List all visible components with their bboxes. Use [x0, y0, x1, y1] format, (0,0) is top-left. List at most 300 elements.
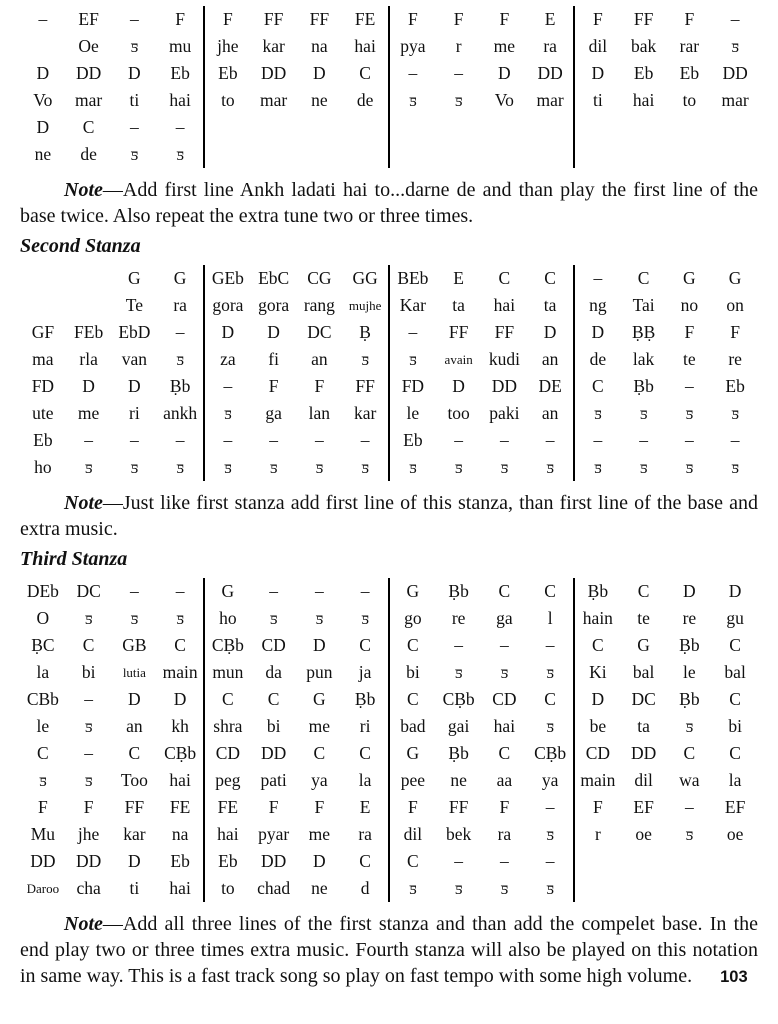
notation-cell: –	[545, 851, 555, 871]
notation-cell: Ḅb	[633, 376, 654, 396]
notation-cell: ƽ	[84, 457, 93, 477]
notation-cell: pati	[260, 770, 287, 790]
notation-cell: chad	[257, 878, 291, 898]
notation-cell: ḄḄ	[631, 322, 656, 342]
notation-cell: Ḅb	[448, 581, 469, 601]
notation-cell: ƽ	[176, 349, 184, 369]
notation-cell: me	[77, 403, 100, 423]
notation-cell: G	[406, 581, 420, 601]
notation-cell: –	[730, 430, 740, 450]
note-label: Note	[64, 492, 103, 514]
notation-cell: Vo	[33, 90, 53, 110]
notation-cell: ga	[496, 608, 513, 628]
notation-cell: dil	[588, 36, 608, 56]
notation-measure-group	[573, 6, 758, 168]
notation-cell: FF	[263, 9, 284, 29]
notation-cell: ti	[593, 90, 603, 110]
notation-cell: –	[408, 322, 418, 342]
notation-cell: ƽ	[38, 770, 47, 790]
notation-cell: bek	[445, 824, 472, 844]
notation-cell: gora	[258, 295, 290, 315]
notation-cell: –	[500, 635, 509, 655]
notation-cell: an	[311, 349, 328, 369]
notation-cell: de	[356, 90, 374, 110]
notation-cell: ƽ	[546, 824, 554, 844]
notation-cell: D	[82, 376, 95, 396]
notation-cell: an	[541, 349, 559, 369]
notation-cell: C	[82, 635, 95, 655]
notation-cell: Eb	[403, 430, 423, 450]
notation-cell: C	[637, 268, 650, 288]
notation-cell: bal	[632, 662, 655, 682]
notation-cell: G	[173, 268, 187, 288]
notation-cell: ƽ	[685, 824, 694, 844]
notation-cell: –	[360, 581, 370, 601]
notation-cell: F	[684, 9, 695, 29]
notation-cell: d	[360, 878, 370, 898]
notation-cell: hai	[169, 770, 191, 790]
notation-cell: ti	[129, 878, 140, 898]
notation-cell: Eb	[170, 851, 190, 871]
notation-cell: –	[84, 743, 93, 763]
notation-cell: Ḅb	[169, 376, 191, 396]
notation-cell: C	[37, 743, 49, 763]
notation-cell: pya	[400, 36, 426, 56]
notation-cell: ra	[358, 824, 372, 844]
notation-measure-group	[573, 265, 758, 481]
notation-cell: van	[121, 349, 148, 369]
notation-cell: hai	[169, 878, 191, 898]
notation-cell: ta	[452, 295, 465, 315]
third-stanza-table	[20, 578, 758, 902]
notation-cell: G	[313, 689, 326, 709]
notation-cell: EbD	[118, 322, 151, 342]
notation-cell: –	[454, 851, 463, 871]
notation-cell: C	[729, 635, 741, 655]
notation-cell: paki	[489, 403, 520, 423]
notation-cell: DD	[722, 63, 748, 83]
notation-cell: be	[589, 716, 607, 736]
notation-cell: Ḅb	[354, 689, 376, 709]
notation-cell: C	[544, 581, 556, 601]
notation-cell: FE	[354, 9, 376, 29]
notation-cell: me	[308, 824, 331, 844]
notation-cell: to	[221, 878, 235, 898]
notation-cell: DEb	[26, 581, 59, 601]
notation-cell: F	[268, 376, 279, 396]
first-stanza-table	[20, 6, 758, 168]
notation-cell: Eb	[679, 63, 700, 83]
notation-cell: ƽ	[408, 878, 417, 898]
notation-cell: on	[726, 295, 744, 315]
notation-cell: mu	[168, 36, 192, 56]
notation-cell: F	[684, 322, 695, 342]
notation-measure-group	[20, 578, 203, 902]
notation-cell: FF	[633, 9, 654, 29]
notation-cell: ankh	[163, 403, 198, 423]
notation-cell: ƽ	[315, 457, 324, 477]
notation-cell: CD	[215, 743, 241, 763]
notation-cell: pyar	[258, 824, 290, 844]
notation-cell: l	[547, 608, 553, 628]
notation-cell: –	[315, 581, 324, 601]
notation-cell: DC	[631, 689, 656, 709]
notation-cell: ti	[129, 90, 140, 110]
notation-cell: ƽ	[408, 90, 417, 110]
notation-cell: –	[175, 430, 185, 450]
notation-cell: mar	[75, 90, 103, 110]
notation-cell: ƽ	[176, 608, 184, 628]
notation-cell: CḄb	[442, 689, 475, 709]
notation-cell: D	[36, 117, 50, 137]
notation-cell: CD	[261, 635, 286, 655]
notation-cell: lutia	[122, 665, 146, 680]
notation-cell: te	[637, 608, 650, 628]
notation-cell: ƽ	[685, 457, 694, 477]
notation-cell: Ki	[589, 662, 607, 682]
notation-cell: Too	[120, 770, 148, 790]
notation-measure-group	[20, 6, 203, 168]
notation-cell: mun	[212, 662, 244, 682]
notation-cell: GB	[122, 635, 147, 655]
notation-cell: ƽ	[315, 608, 324, 628]
notation-cell: D	[452, 376, 465, 396]
notation-cell: Eb	[170, 63, 190, 83]
notation-cell: –	[454, 430, 463, 450]
notation-cell: GG	[352, 268, 378, 288]
notation-cell: FE	[169, 797, 191, 817]
notation-cell: DD	[30, 851, 56, 871]
notation-cell: –	[500, 430, 509, 450]
notation-cell: FF	[124, 797, 145, 817]
notation-cell: –	[593, 268, 603, 288]
notation-cell: dil	[634, 770, 653, 790]
notation-cell: ƽ	[593, 457, 602, 477]
note-label: Note	[64, 179, 103, 201]
notation-cell: da	[265, 662, 282, 682]
notation-cell: le	[406, 403, 420, 423]
notation-cell: na	[171, 824, 189, 844]
notation-cell: –	[685, 376, 694, 396]
notation-cell: an	[541, 403, 559, 423]
notation-cell: ƽ	[639, 457, 648, 477]
notation-cell: kudi	[488, 349, 520, 369]
notation-cell: me	[493, 36, 516, 56]
notation-cell: FE	[217, 797, 239, 817]
notation-cell: Kar	[399, 295, 426, 315]
notation-cell: bal	[724, 662, 746, 682]
notation-cell: C	[174, 635, 186, 655]
notation-cell: hai	[217, 824, 239, 844]
notation-measure-group	[388, 6, 573, 168]
notation-cell: hai	[493, 295, 516, 315]
notation-cell: ƽ	[454, 90, 463, 110]
notation-cell: F	[223, 9, 233, 29]
notation-cell: –	[454, 635, 463, 655]
notation-cell: C	[359, 635, 371, 655]
notation-cell: ƽ	[269, 608, 278, 628]
notation-cell: D	[683, 581, 696, 601]
note-first-stanza	[20, 177, 758, 229]
notation-cell: re	[682, 608, 697, 628]
notation-cell: DC	[307, 322, 332, 342]
notation-cell: hai	[169, 90, 191, 110]
notation-cell: C	[544, 689, 556, 709]
notation-cell: ta	[543, 295, 557, 315]
notation-cell: D	[313, 63, 326, 83]
notation-cell: oe	[635, 824, 652, 844]
notation-cell: ta	[637, 716, 650, 736]
notation-cell: EF	[724, 797, 746, 817]
notation-cell: aa	[496, 770, 513, 790]
notation-cell: DD	[491, 376, 518, 396]
notation-cell: kh	[171, 716, 189, 736]
notation-cell: ƽ	[546, 878, 554, 898]
notation-cell: ƽ	[361, 608, 369, 628]
notation-cell: EbC	[258, 268, 290, 288]
notation-cell: –	[175, 322, 185, 342]
notation-cell: ƽ	[223, 457, 232, 477]
notation-cell: F	[499, 797, 510, 817]
notation-cell: ne	[311, 878, 328, 898]
notation-measure-group	[203, 265, 388, 481]
notation-cell: main	[162, 662, 198, 682]
notation-cell: ƽ	[176, 144, 184, 164]
notation-cell: main	[580, 770, 616, 790]
note-text: —Add first line Ankh ladati hai to...darne de and than play the first line of the base twice. Also repeat the extra tune two or three times.	[20, 179, 758, 227]
notation-cell: C	[729, 689, 741, 709]
notation-cell: ƽ	[731, 403, 739, 423]
notation-cell: hai	[354, 36, 376, 56]
notation-cell: rla	[79, 349, 98, 369]
notation-cell: ƽ	[500, 878, 509, 898]
notation-cell: ga	[265, 403, 282, 423]
notation-cell: le	[683, 662, 696, 682]
notation-cell: C	[498, 581, 511, 601]
notation-cell: Ḅb	[448, 743, 469, 763]
notation-cell: rar	[679, 36, 700, 56]
notation-cell: ƽ	[130, 36, 139, 56]
notation-cell: C	[592, 376, 604, 396]
notation-cell: Ḅb	[587, 581, 609, 601]
notation-cell: CḄb	[164, 743, 197, 763]
note-text: —Just like first stanza add first line of this stanza, than first line of the base and extra music.	[20, 492, 758, 540]
notation-measure-group	[203, 578, 388, 902]
notation-cell: O	[36, 608, 50, 628]
notation-cell: Eb	[725, 376, 745, 396]
notation-cell: FD	[31, 376, 55, 396]
notation-cell: D	[591, 322, 605, 342]
notation-cell: FF	[494, 322, 515, 342]
notation-cell: FF	[355, 376, 375, 396]
notation-cell: hain	[582, 608, 613, 628]
notation-cell: GEb	[211, 268, 244, 288]
notation-cell: mar	[260, 90, 288, 110]
notation-cell: C	[267, 689, 280, 709]
notation-cell: G	[683, 268, 696, 288]
notation-cell: –	[454, 63, 463, 83]
notation-cell: C	[359, 743, 371, 763]
notation-cell: –	[84, 689, 93, 709]
notation-cell: C	[729, 743, 741, 763]
notation-measure-group	[388, 265, 573, 481]
notation-cell: ƽ	[731, 36, 739, 56]
notation-cell: ƽ	[454, 457, 463, 477]
notation-cell: ƽ	[593, 403, 602, 423]
notation-cell: D	[36, 63, 50, 83]
notation-cell: DD	[537, 63, 563, 83]
page-number: 103	[720, 968, 748, 986]
notation-cell: CG	[307, 268, 332, 288]
notation-cell: F	[593, 9, 603, 29]
notation-cell: ƽ	[546, 662, 554, 682]
notation-cell: –	[545, 797, 555, 817]
notation-cell: G	[728, 268, 742, 288]
notation-cell: dil	[403, 824, 423, 844]
notation-cell: D	[591, 689, 605, 709]
notation-cell: BEb	[397, 268, 429, 288]
second-stanza-table	[20, 265, 758, 481]
notation-measure-group	[20, 265, 203, 481]
notation-cell: D	[498, 63, 511, 83]
notation-cell: –	[545, 430, 555, 450]
notation-cell: ƽ	[361, 457, 369, 477]
notation-cell: ƽ	[500, 457, 509, 477]
notation-cell: jhe	[77, 824, 100, 844]
notation-cell: ƽ	[84, 716, 93, 736]
notation-cell: Daroo	[26, 881, 60, 896]
notation-cell: lan	[308, 403, 331, 423]
notation-cell: ya	[541, 770, 559, 790]
notation-cell: ƽ	[408, 457, 417, 477]
notation-cell: FD	[401, 376, 425, 396]
notation-cell: DD	[260, 743, 287, 763]
notation-cell: D	[128, 63, 141, 83]
notation-cell: rang	[303, 295, 335, 315]
notation-cell: me	[308, 716, 331, 736]
notation-cell: ra	[543, 36, 557, 56]
notation-cell: ƽ	[685, 403, 694, 423]
notation-cell: DD	[630, 743, 657, 763]
notation-cell: go	[404, 608, 422, 628]
notation-cell: D	[267, 322, 280, 342]
notation-cell: C	[498, 268, 511, 288]
notation-cell: CḄb	[534, 743, 567, 763]
notation-cell: ja	[358, 662, 372, 682]
notation-cell: C	[544, 268, 556, 288]
notation-cell: ra	[497, 824, 512, 844]
notation-cell: gora	[212, 295, 244, 315]
notation-cell: F	[408, 797, 418, 817]
notation-cell: Eb	[218, 63, 238, 83]
notation-cell: F	[314, 797, 325, 817]
notation-cell: F	[408, 9, 418, 29]
notation-cell: bi	[81, 662, 96, 682]
notation-cell: ƽ	[361, 349, 369, 369]
notation-cell: G	[406, 743, 420, 763]
notation-cell: Te	[125, 295, 143, 315]
notation-cell: ƽ	[500, 662, 509, 682]
notation-cell: wa	[679, 770, 700, 790]
notation-cell: GF	[31, 322, 55, 342]
notation-cell: avain	[444, 352, 473, 367]
notation-cell: E	[453, 268, 464, 288]
notation-cell: r	[455, 36, 462, 56]
notation-cell: lak	[632, 349, 655, 369]
notation-cell: ne	[311, 90, 328, 110]
notation-cell: C	[359, 63, 371, 83]
notation-cell: –	[685, 797, 694, 817]
notation-cell: kar	[353, 403, 377, 423]
notation-cell: ute	[32, 403, 54, 423]
notation-cell: FF	[309, 9, 330, 29]
notation-cell: EF	[78, 9, 99, 29]
notation-cell: C	[683, 743, 696, 763]
notation-cell: cha	[76, 878, 101, 898]
notation-cell: ƽ	[639, 403, 648, 423]
notation-cell: bi	[728, 716, 742, 736]
notation-cell: ƽ	[176, 457, 184, 477]
notation-cell: ƽ	[454, 878, 463, 898]
notation-measure-group	[573, 578, 758, 902]
notation-cell: F	[83, 797, 94, 817]
notation-cell: za	[220, 349, 236, 369]
notation-cell: –	[500, 851, 509, 871]
notation-cell: to	[682, 90, 697, 110]
notation-cell: F	[593, 797, 603, 817]
notation-cell: ƽ	[408, 349, 417, 369]
notation-cell: C	[498, 743, 511, 763]
notation-cell: G	[221, 581, 235, 601]
notation-cell: –	[269, 581, 278, 601]
notation-cell: –	[130, 117, 139, 137]
notation-cell: –	[130, 581, 139, 601]
notation-cell: ƽ	[84, 770, 93, 790]
notation-cell: C	[407, 635, 419, 655]
notation-cell: ƽ	[130, 457, 139, 477]
notation-cell: Eb	[33, 430, 53, 450]
notation-cell: ƽ	[546, 716, 554, 736]
notation-cell: F	[314, 376, 325, 396]
notation-cell: kar	[262, 36, 285, 56]
notation-cell: hai	[493, 716, 516, 736]
notation-cell: –	[175, 117, 185, 137]
notation-cell: bak	[630, 36, 657, 56]
notation-cell: ƽ	[130, 144, 139, 164]
notation-cell: –	[408, 63, 418, 83]
notation-cell: G	[128, 268, 141, 288]
notation-cell: –	[269, 430, 278, 450]
notation-cell: bi	[406, 662, 420, 682]
notation-cell: ri	[359, 716, 371, 736]
notation-cell: –	[360, 430, 370, 450]
notation-cell: ƽ	[454, 662, 463, 682]
notation-cell: ra	[173, 295, 187, 315]
notation-cell: D	[313, 851, 326, 871]
notation-measure-group	[388, 578, 573, 902]
third-stanza-heading: Third Stanza	[20, 548, 128, 570]
notation-cell: F	[268, 797, 279, 817]
notation-cell: D	[221, 322, 235, 342]
notation-cell: FEb	[74, 322, 104, 342]
notation-cell: D	[128, 376, 141, 396]
notation-cell: bi	[266, 716, 281, 736]
notation-cell: E	[544, 9, 556, 29]
notation-cell: ho	[34, 457, 52, 477]
notation-cell: le	[36, 716, 50, 736]
notation-cell: –	[315, 430, 324, 450]
notation-cell: to	[221, 90, 235, 110]
